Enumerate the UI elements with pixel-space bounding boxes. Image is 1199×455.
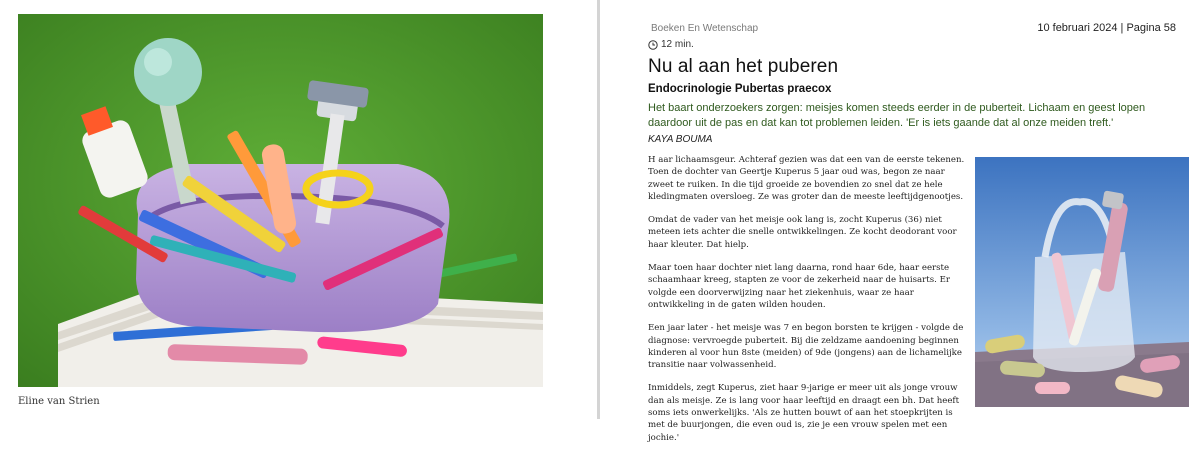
- body-paragraph: Inmiddels, zegt Kuperus, ziet haar 9-jarige er meer uit als jonge vrouw dan als meisje. Ze is lang voor haar leeftijd en draagt een bh. Dat heeft soms iets onwerkelijks. 'Als ze hutten bouwt of aan het stoepkrijten is met de buurjongen, die even oud is, zie je een vrouw spelen met een jochie.': [648, 383, 960, 443]
- left-page: [0, 0, 600, 419]
- article-subhead: Endocrinologie Pubertas praecox: [648, 83, 832, 95]
- section-label: Boeken En Wetenschap: [651, 23, 759, 34]
- article-headline: Nu al aan het puberen: [648, 56, 839, 77]
- body-paragraph: Een jaar later - het meisje was 7 en begon borsten te krijgen - volgde de diagnose: vervroegde puberteit. Bij die zeldzame aandoening beginnen kinderen al voor hun 8ste (meiden) of 9de (jongens) aan de lichamelijke transitie naar volwassenheid.: [648, 323, 964, 371]
- body-paragraph: Maar toen haar dochter niet lang daarna, rond haar 6de, haar eerste schaamhaar kreeg, stapten ze voor de zekerheid naar de huisarts. Er volgde een doorverwijzing naar het ziekenhuis, waar ze haar ontwikkeling in de gaten wilden houden.: [648, 263, 950, 310]
- page-number: Pagina 58: [1126, 22, 1176, 34]
- author-byline: KAYA BOUMA: [648, 134, 713, 145]
- pencil-case-illustration: [18, 14, 543, 387]
- article-photo-pencil-case: [18, 14, 543, 387]
- page-meta: [1037, 22, 1176, 34]
- article-body: [648, 154, 968, 455]
- issue-date: 10 februari 2024: [1037, 22, 1118, 34]
- read-time: [648, 39, 694, 50]
- body-paragraph: Omdat de vader van het meisje ook lang is, zocht Kuperus (36) niet meteen iets achter die snelle ontwikkelingen. Ze kocht deodorant voor haar kleuter. Dat hielp.: [648, 215, 957, 250]
- body-paragraph: H aar lichaamsgeur. Achteraf gezien was dat een van de eerste tekenen. Toen de dochter van Geertje Kuperus 5 jaar oud was, begon ze naar zweet te ruiken. In die tijd groeide ze bovendien zo snel dat ze hele kledingmaten oversloeg. Ze was groter dan de meeste leeftijdgenootjes.: [648, 155, 965, 202]
- meta-separator: |: [1120, 22, 1124, 34]
- translucent-bag-illustration: [975, 157, 1189, 407]
- clock-icon: [648, 40, 658, 50]
- article-intro: Het baart onderzoekers zorgen: meisjes komen steeds eerder in de puberteit. Lichaam en geest lopen daardoor uit de pas en dat kan tot problemen leiden. 'Er is iets gaande dat al onze meiden treft.': [648, 102, 1146, 129]
- article-photo-bag: [975, 157, 1189, 407]
- right-page: [600, 0, 1199, 443]
- photo-credit: Eline van Strien: [18, 396, 100, 407]
- read-time-label: 12 min.: [661, 39, 694, 50]
